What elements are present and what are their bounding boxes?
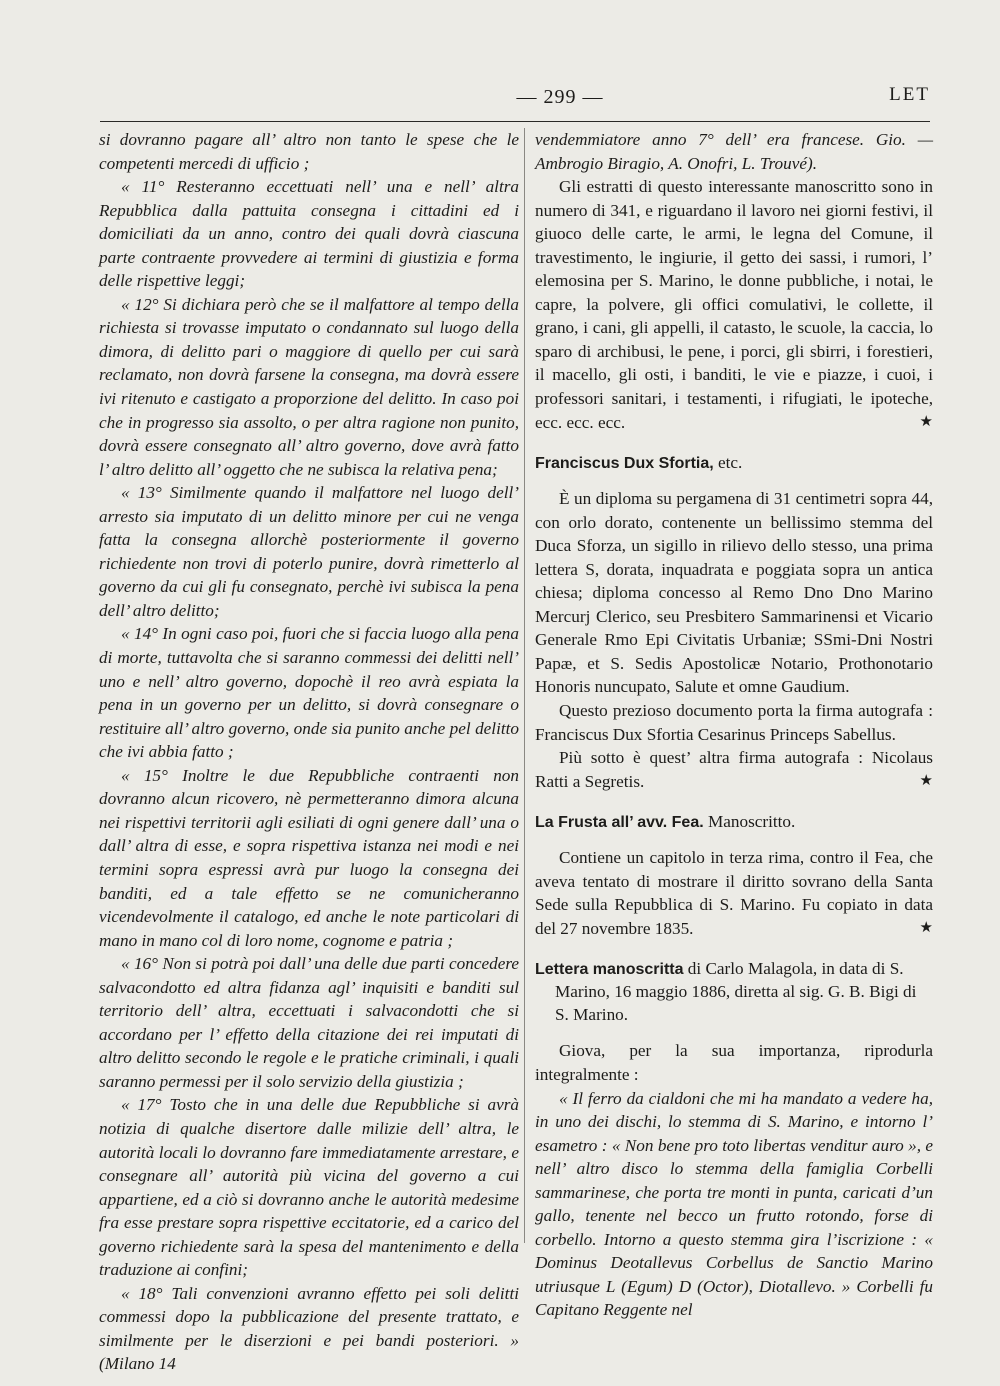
star-ornament: ★ [919,413,933,430]
article-16: « 16° Non si potrà poi dall’ una delle due parti concedere salvacondotto ed altra fidanza agl’ inquisiti e banditi sul territorio dell’ altra, eccettuati i salvacondotti che si accordano per l’ effetto della citazione dei rei imputati di altro delitto secondo le regole e le pratiche criminali, i quali saranno permessi per il solo servizio della giustizia ; [99,954,519,1091]
entry-paragraph-text: Contiene un capitolo in terza rima, contro il Fea, che aveva tentato di mostrare il diritto sovrano della Santa Sede sulla Repubblica di S. Marino. Fu copiato in data del 27 novembre 1835. [535,848,933,938]
entry-heading-sforza [535,452,933,475]
continuation-text: vendemmiatore anno 7° dell’ era francese. Gio. — Ambrogio Biragio, A. Onofri, L. Trouvé). [535,130,933,173]
intro-paragraph [535,175,933,434]
heading-text: Franciscus Dux Sfortia, [535,455,714,473]
intro-text: Gli estratti di questo interessante manoscritto sono in numero di 341, e riguardano il lavoro nei giorni festivi, il giuoco delle carte, le armi, le legna del Comune, il travestimento, le ingiurie, il getto dei sassi, i rumori, l’ elemosina per S. Marino, le donne pubbliche, i notai, le capre, la polvere, gli offici comulativi, le collette, il grano, i cani, gli appelli, il catasto, le scuole, la caccia, lo sparo di archibusi, le pene, i porci, gli sbirri, i forestieri, il macello, gli osti, i banditi, le vie e piazze, i cuoi, i professori sanitari, i testamenti, i rifugiati, le ipoteche, ecc. ecc. ecc. [535,177,933,432]
star-ornament: ★ [919,772,933,789]
entry-paragraph [535,846,933,940]
article-13: « 13° Similmente quando il malfattore nel luogo dell’ arresto sia imputato di un delitto minore per cui ne venga fatta la consegna allorchè posteriormente il governo richiedente non trovi di poterlo punire, dovrà rimetterlo al governo da cui gli fu consegnato, perchè ivi subisca la pena dell’ altro delitto; [99,483,519,620]
article-12: « 12° Si dichiara però che se il malfattore al tempo della richiesta si trovasse imputato o condannato sul luogo della dimora, di delitto pari o maggiore di quello per cui sarà reclamato, non dovrà farsene la consegna, ma dovrà essere ivi ritenuto e castigato a proporzione del delitto. In caso poi che in progresso sia assolto, o per altra ragione non punito, dovrà essere consegnato all’ altro governo, dove avrà fatto l’ altro delitto all’ oggetto che ne subisca la relativa pena; [99,294,519,479]
article-14: « 14° In ogni caso poi, fuori che si faccia luogo alla pena di morte, tuttavolta che si saranno commessi dei delitti nell’ uno e nell’ altro governo, dopochè il reo avrà espiata la pena in un governo per un delitto, si dovrà consegnare o restituire all’ altro governo, onde sia punito anche pel delitto che ivi abbia fatto ; [99,624,519,762]
right-column [535,128,933,1320]
entry-heading-lettera [535,958,933,1027]
page-number: — 299 — [516,86,604,108]
heading-suffix: Manoscritto. [703,812,796,832]
entry-heading-frusta [535,811,933,834]
article-18: « 18° Tali convenzioni avranno effetto pei soli delitti commessi dopo la pubblicazione del presente trattato, e similmente per le diserzioni e pei bandi posteriori. » (Milano 14 [99,1283,519,1374]
heading-suffix: etc. [713,453,743,473]
star-ornament: ★ [919,919,933,936]
column-divider [524,128,525,1243]
paragraph: si dovranno pagare all’ altro non tanto le spese che le competenti mercedi di ufficio ; [99,130,519,173]
entry-paragraph-text: Più sotto è quest’ altra firma autografa : Nicolaus Ratti a Segretis. [535,748,933,791]
heading-suffix: di Carlo Malagola, in data di S. Marino, 16 maggio 1886, diretta al sig. G. B. Bigi di S. Marino. [555,959,917,1025]
article-15: « 15° Inoltre le due Repubbliche contraenti non dovranno alcun ricovero, nè permetteranno dimora alcuna nei rispettivi territorii agli esiliati di ogni genere dall’ una o dall’ altra di esse, e sopra rispettiva istanza nei modi e nei termini sopra espressi avrà pur luogo la consegna dei banditi, ed a tale effetto se ne comunicheranno vicendevolmente il catalogo, ed anche le note particolari di mano in mano col di loro nome, cognome e patria ; [99,765,519,950]
heading-text: La Frusta all’ avv. Fea. [535,814,704,832]
entry-paragraph [535,746,933,793]
entry-paragraph: Giova, per la sua importanza, riprodurla integralmente : [535,1041,933,1084]
left-column [99,128,519,1374]
entry-paragraph: È un diploma su pergamena di 31 centimetri sopra 44, con orlo dorato, contenente un bellissimo stemma del Duca Sforza, un sigillo in rilievo dello stesso, una prima lettera S, dorata, inquadrata e poggiata sopra un antica chiesa; diploma concesso al Remo Dno Dno Marino Mercurj Clerico, seu Presbitero Sammarinensi et Vicario Generale Rmo Epi Civitatis Urbaniæ; SSmi-Dni Nostri Papæ, et S. Sedis Apostolicæ Notario, Prothonotario Honoris nuncupato, Salute et omne Gaudium. [535,489,933,697]
heading-text: Lettera manoscritta [535,961,684,979]
article-11: « 11° Resteranno eccettuati nell’ una e nell’ altra Repubblica dalla pattuita consegna i cittadini ed i domiciliati da un anno, contro dei quali dovrà ciascuna parte contraente provvedere ai termini di giustizia e forma delle rispettive leggi; [99,177,519,291]
running-head: LET [889,84,930,105]
quoted-letter: « Il ferro da cialdoni che mi ha mandato a vedere ha, in uno dei dischi, lo stemma di S. Marino, e intorno l’ esametro : « Non bene pro toto libertas venditur auro », e nell’ altro disco lo stemma della famiglia Corbelli sammarinese, che porta tre monti in punta, caricati d’un gallo, tenente nel becco un frutto rotondo, forse di corbello. Intorno a questo stemma gira l’iscrizione : « Dominus Deotallevus Corbellus de Sanctio Marino utriusque L (Egum) D (Octor), Diotallevo. » Corbelli fu Capitano Reggente nel [535,1088,933,1320]
header-rule [100,121,930,122]
article-17: « 17° Tosto che in una delle due Repubbliche si avrà notizia di qualche disertore dalle milizie dell’ altra, le autorità locali lo dovranno fare immediatamente arrestare, e consegnare all’ autorità più vicina del governo a cui appartiene, ed a ciò si dovranno anche le autorità medesime fra esse prestare sopra rispettive eccitatorie, ed a carico del governo richiedente sarà la spesa del mantenimento e della traduzione ai confini; [99,1095,519,1280]
entry-paragraph: Questo prezioso documento porta la firma autografa : Franciscus Dux Sfortia Cesarinus Princeps Sabellus. [535,701,933,744]
page-header [100,86,930,126]
